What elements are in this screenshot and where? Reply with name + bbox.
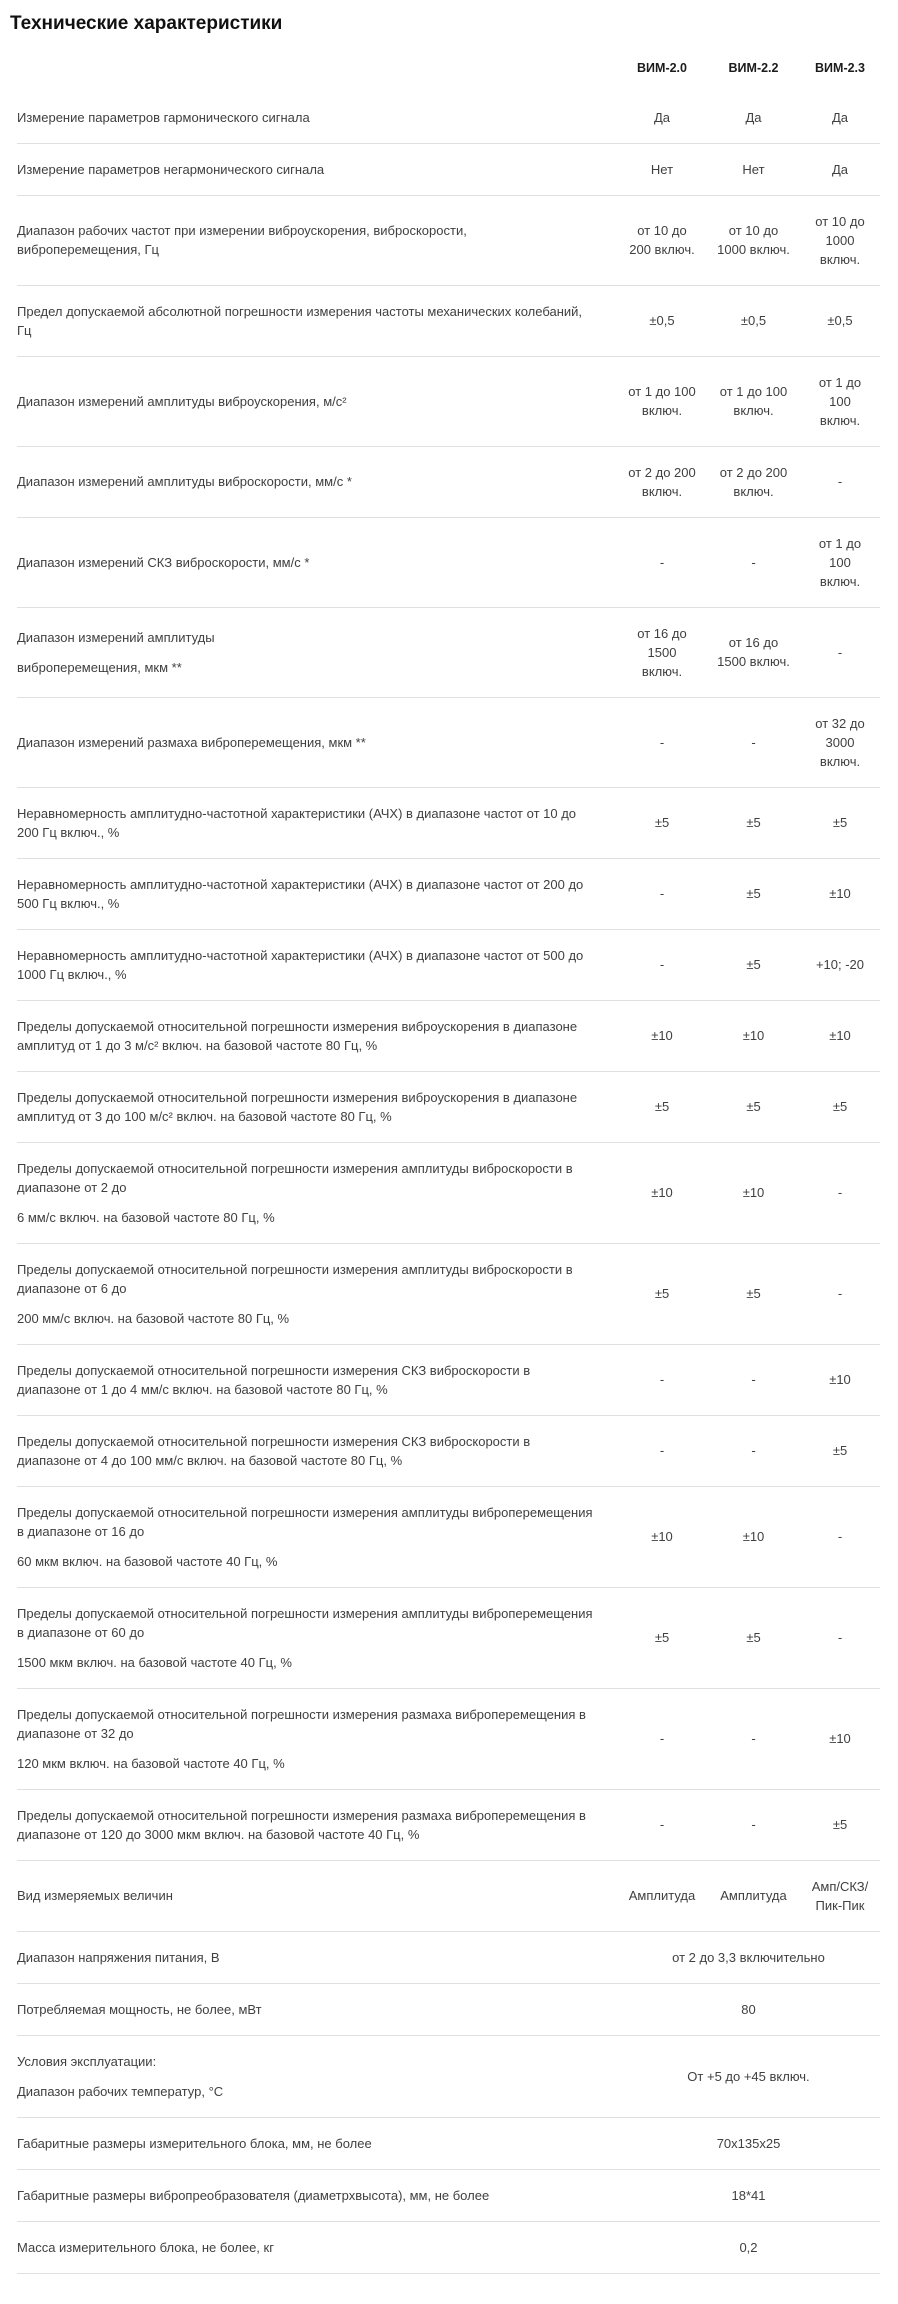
column-header-vim-2-0: ВИМ-2.0 — [637, 60, 687, 75]
row-value: - — [659, 886, 665, 902]
row-label-text: Диапазон рабочих частот при измерении виброускорения, виброскорости, виброперемещения, Гц — [17, 223, 467, 258]
row-label-text: Вид измеряемых величин — [17, 1888, 173, 1904]
table-row — [17, 788, 880, 859]
row-label — [17, 2052, 617, 2101]
row-value: ±5 — [832, 1817, 848, 1833]
table-row — [17, 1588, 880, 1689]
row-label-text: Пределы допускаемой относительной погрешности измерения амплитуды виброперемещения в диапазоне от 60 до — [17, 1605, 593, 1640]
row-label-text: Пределы допускаемой относительной погрешности измерения СКЗ виброскорости в диапазоне от 1 до 4 мм/с включ. на базовой частоте 80 Гц, % — [17, 1362, 531, 1397]
row-value: - — [837, 1630, 843, 1646]
row-value: ±5 — [746, 815, 761, 831]
row-label-text: 120 мкм включ. на базовой частоте 40 Гц, % — [17, 1755, 285, 1771]
row-label-text: Габаритные размеры вибропреобразователя (диаметрхвысота), мм, не более — [17, 2187, 490, 2203]
row-value: от 2 до 200 включ. — [719, 464, 788, 499]
row-value: - — [659, 1731, 665, 1747]
row-value: ±5 — [832, 815, 848, 831]
row-value: - — [751, 1731, 756, 1747]
row-value: - — [751, 1372, 756, 1388]
table-row — [17, 608, 880, 698]
table-row — [17, 930, 880, 1001]
row-value: от 10 до 200 включ. — [629, 223, 695, 258]
table-header-row — [17, 47, 880, 92]
row-label-text: Пределы допускаемой относительной погрешности измерения амплитуды виброперемещения в диапазоне от 16 до — [17, 1504, 593, 1539]
row-value-span: 80 — [741, 2001, 756, 2017]
table-row — [17, 1416, 880, 1487]
table-row — [17, 447, 880, 518]
row-label — [17, 1088, 617, 1126]
row-value: от 1 до 100 включ. — [818, 374, 862, 428]
row-value: от 1 до 100 включ. — [818, 535, 862, 589]
row-label-text: 200 мм/с включ. на базовой частоте 80 Гц, % — [17, 1310, 290, 1326]
row-value: ±5 — [746, 886, 761, 902]
table-row — [17, 1932, 880, 1984]
row-label-text: Предел допускаемой абсолютной погрешности измерения частоты механических колебаний, Гц — [17, 303, 583, 338]
specs-table — [17, 47, 880, 2274]
row-value: от 1 до 100 включ. — [719, 384, 788, 419]
row-value: ±5 — [746, 957, 761, 973]
row-label-text: Измерение параметров гармонического сигнала — [17, 109, 310, 125]
row-label-text: Пределы допускаемой относительной погрешности измерения виброускорения в диапазоне амплитуд от 1 до 3 м/с² включ. на базовой частоте 80 Гц, % — [17, 1018, 578, 1053]
row-value: - — [837, 1529, 843, 1545]
row-value: - — [751, 1443, 756, 1459]
row-value: ±5 — [832, 1443, 848, 1459]
row-value: +10; -20 — [815, 957, 865, 973]
table-row — [17, 1244, 880, 1345]
row-label-text: 1500 мкм включ. на базовой частоте 40 Гц, % — [17, 1654, 292, 1670]
table-row — [17, 286, 880, 357]
table-row — [17, 2118, 880, 2170]
table-row — [17, 1072, 880, 1143]
row-label — [17, 472, 617, 491]
table-row — [17, 92, 880, 144]
row-label — [17, 2186, 617, 2205]
row-value-span: От +5 до +45 включ. — [687, 2068, 810, 2084]
row-label — [17, 392, 617, 411]
row-value: Да — [831, 109, 849, 125]
row-label — [17, 2000, 617, 2019]
row-label-text: виброперемещения, мкм ** — [17, 659, 182, 675]
row-label — [17, 1604, 617, 1672]
row-value-span: от 2 до 3,3 включительно — [672, 1949, 825, 1965]
row-value: ±5 — [654, 1099, 670, 1115]
row-label-text: Масса измерительного блока, не более, кг — [17, 2239, 274, 2255]
row-value: ±0,5 — [740, 313, 767, 329]
row-value: от 16 до 1500 включ. — [717, 635, 790, 670]
table-row — [17, 518, 880, 608]
page-title: Технические характеристики — [10, 13, 283, 34]
row-label — [17, 946, 617, 984]
row-value: - — [659, 1817, 665, 1833]
row-value: - — [659, 554, 665, 570]
table-row — [17, 2222, 880, 2274]
row-label-text: Диапазон рабочих температур, °С — [17, 2083, 224, 2099]
row-value: - — [837, 1286, 843, 1302]
row-value: ±5 — [654, 815, 670, 831]
row-value: - — [837, 1185, 843, 1201]
table-body — [17, 92, 880, 2274]
row-value: ±10 — [829, 886, 851, 902]
row-value-span: 0,2 — [739, 2239, 758, 2255]
row-label-text: Условия эксплуатации: — [17, 2053, 157, 2069]
row-value: от 32 до 3000 включ. — [815, 715, 865, 769]
row-value: ±10 — [651, 1028, 673, 1044]
row-label — [17, 2238, 617, 2257]
row-label-text: Диапазон напряжения питания, В — [17, 1949, 220, 1965]
row-value: Да — [831, 161, 849, 177]
row-value: Амплитуда — [720, 1888, 787, 1904]
table-row — [17, 1689, 880, 1790]
row-value: ±5 — [654, 1630, 670, 1646]
row-label — [17, 733, 617, 752]
table-row — [17, 859, 880, 930]
row-label-text: 60 мкм включ. на базовой частоте 40 Гц, % — [17, 1553, 278, 1569]
table-row — [17, 2036, 880, 2118]
row-value: ±0,5 — [649, 313, 675, 329]
row-label-text: Неравномерность амплитудно-частотной характеристики (АЧХ) в диапазоне частот от 10 до 200 Гц включ., % — [17, 805, 577, 840]
row-value: Нет — [650, 161, 674, 177]
row-value: от 2 до 200 включ. — [628, 464, 696, 499]
row-value: ±5 — [832, 1099, 848, 1115]
table-row — [17, 1345, 880, 1416]
row-label — [17, 1806, 617, 1844]
row-label-text: Неравномерность амплитудно-частотной характеристики (АЧХ) в диапазоне частот от 200 до 500 Гц включ., % — [17, 876, 584, 911]
row-label-text: Диапазон измерений амплитуды виброскорости, мм/с * — [17, 474, 352, 490]
row-label-text: Измерение параметров негармонического сигнала — [17, 161, 325, 177]
row-value: Амплитуда — [628, 1888, 696, 1904]
row-value: ±5 — [654, 1286, 670, 1302]
row-label-text: Диапазон измерений амплитуды виброускорения, м/с² — [17, 393, 347, 409]
row-label — [17, 1159, 617, 1227]
row-value: - — [751, 554, 756, 570]
row-label — [17, 1705, 617, 1773]
row-label-text: Пределы допускаемой относительной погрешности измерения виброускорения в диапазоне амплитуд от 3 до 100 м/с² включ. на базовой частоте 80 Гц, % — [17, 1089, 578, 1124]
table-row — [17, 357, 880, 447]
row-value: Амп/СКЗ/Пик-Пик — [811, 1878, 869, 1913]
row-value: ±10 — [651, 1185, 673, 1201]
table-row — [17, 1984, 880, 2036]
row-label — [17, 875, 617, 913]
table-row — [17, 1001, 880, 1072]
row-value: ±5 — [746, 1286, 761, 1302]
row-label-text: 6 мм/с включ. на базовой частоте 80 Гц, % — [17, 1209, 275, 1225]
row-value: ±5 — [746, 1630, 761, 1646]
row-value: - — [659, 1443, 665, 1459]
row-value: - — [837, 474, 843, 490]
row-value: от 10 до 1000 включ. — [815, 213, 865, 267]
table-row — [17, 144, 880, 196]
row-label — [17, 1948, 617, 1967]
row-value: - — [751, 734, 756, 750]
row-value: - — [659, 734, 665, 750]
row-label-text: Пределы допускаемой относительной погрешности измерения амплитуды виброскорости в диапазоне от 2 до — [17, 1160, 573, 1195]
row-value: ±10 — [829, 1731, 851, 1747]
row-value: - — [659, 957, 665, 973]
row-value: ±0,5 — [827, 313, 853, 329]
table-row — [17, 1143, 880, 1244]
row-label-text: Диапазон измерений СКЗ виброскорости, мм/с * — [17, 554, 310, 570]
row-value: ±10 — [742, 1028, 765, 1044]
row-label — [17, 2134, 617, 2153]
row-label — [17, 1886, 617, 1905]
row-value: Да — [653, 109, 671, 125]
row-value: - — [837, 644, 843, 660]
row-value-span: 18*41 — [731, 2187, 766, 2203]
row-value: Нет — [742, 161, 765, 177]
row-label-text: Пределы допускаемой относительной погрешности измерения размаха виброперемещения в диапазоне от 32 до — [17, 1706, 586, 1741]
row-label-text: Пределы допускаемой относительной погрешности измерения амплитуды виброскорости в диапазоне от 6 до — [17, 1261, 573, 1296]
row-label — [17, 108, 617, 127]
row-value: ±10 — [651, 1529, 673, 1545]
row-value: ±10 — [742, 1529, 765, 1545]
row-label — [17, 553, 617, 572]
row-label — [17, 1017, 617, 1055]
row-value: от 16 до 1500 включ. — [637, 625, 687, 679]
table-row — [17, 1861, 880, 1932]
table-row — [17, 2170, 880, 2222]
row-label — [17, 804, 617, 842]
row-label — [17, 160, 617, 179]
row-value: - — [751, 1817, 756, 1833]
row-label — [17, 1503, 617, 1571]
row-label — [17, 628, 617, 677]
row-value: ±5 — [746, 1099, 761, 1115]
column-header-vim-2-3: ВИМ-2.3 — [815, 60, 865, 75]
table-row — [17, 698, 880, 788]
row-label — [17, 1432, 617, 1470]
row-label-text: Диапазон измерений размаха виброперемещения, мкм ** — [17, 734, 366, 750]
column-header-vim-2-2: ВИМ-2.2 — [728, 60, 779, 75]
table-row — [17, 1487, 880, 1588]
row-value: от 1 до 100 включ. — [628, 384, 696, 419]
row-value: ±10 — [742, 1185, 765, 1201]
row-label-text: Диапазон измерений амплитуды — [17, 629, 215, 645]
table-row — [17, 196, 880, 286]
row-label — [17, 1361, 617, 1399]
row-value: - — [659, 1372, 665, 1388]
row-value-span: 70х135х25 — [716, 2135, 781, 2151]
row-label-text: Пределы допускаемой относительной погрешности измерения СКЗ виброскорости в диапазоне от 4 до 100 мм/с включ. на базовой частоте 80 Гц, % — [17, 1433, 531, 1468]
row-value: от 10 до 1000 включ. — [717, 223, 790, 258]
row-label-text: Неравномерность амплитудно-частотной характеристики (АЧХ) в диапазоне частот от 500 до 1000 Гц включ., % — [17, 947, 584, 982]
row-value: Да — [745, 109, 762, 125]
row-label — [17, 302, 617, 340]
row-value: ±10 — [829, 1028, 851, 1044]
row-value: ±10 — [829, 1372, 851, 1388]
row-label — [17, 221, 617, 259]
row-label-text: Габаритные размеры измерительного блока, мм, не более — [17, 2135, 372, 2151]
row-label-text: Пределы допускаемой относительной погрешности измерения размаха виброперемещения в диапазоне от 120 до 3000 мкм включ. на базовой частоте 40 Гц, % — [17, 1807, 586, 1842]
table-row — [17, 1790, 880, 1861]
row-label-text: Потребляемая мощность, не более, мВт — [17, 2001, 262, 2017]
row-label — [17, 1260, 617, 1328]
